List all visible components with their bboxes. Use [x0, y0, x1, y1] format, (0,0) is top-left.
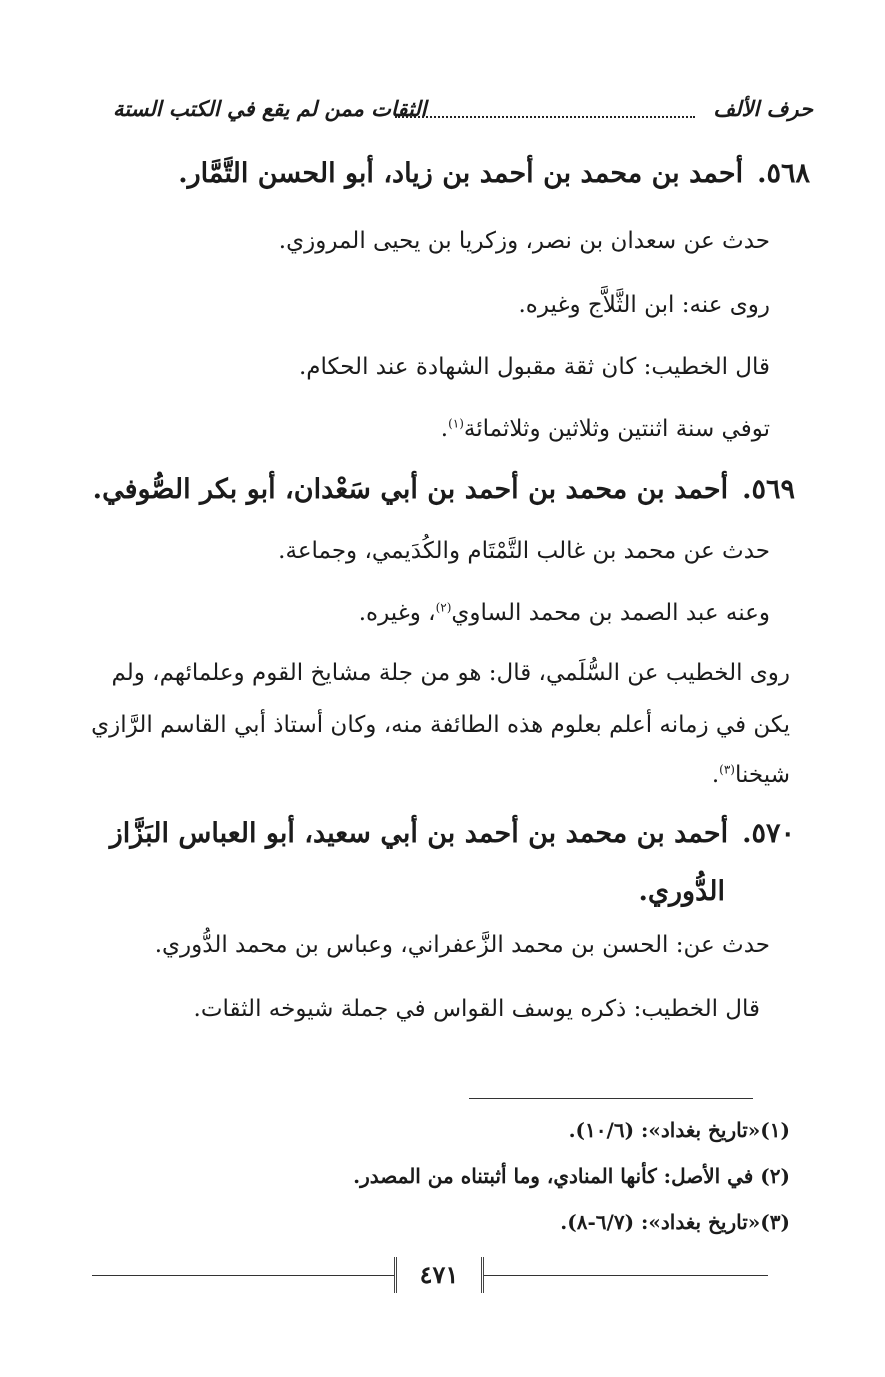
text-line: قال الخطيب: كان ثقة مقبول الشهادة عند الحكام.	[298, 354, 770, 380]
text-line	[359, 600, 770, 626]
text-line: روى عنه: ابن الثَّلاَّج وغيره.	[518, 292, 770, 318]
entry-name: أحمد بن محمد بن أحمد بن زياد، أبو الحسن التَّمَّار.	[178, 158, 744, 189]
text-line: روى الخطيب عن السُّلَمي، قال: هو من جلة مشايخ القوم وعلمائهم، ولم	[111, 660, 790, 686]
entry-heading-569	[93, 474, 795, 505]
entry-name: أحمد بن محمد بن أحمد بن أبي سَعْدان، أبو بكر الصُّوفي.	[92, 474, 729, 505]
entry-name: أحمد بن محمد بن أحمد بن أبي سعيد، أبو العباس البَزَّاز	[109, 818, 729, 849]
footnote: (٢) في الأصل: كأنها المنادي، وما أثبتناه من المصدر.	[353, 1164, 790, 1188]
footnote-ref: (١)	[448, 416, 464, 431]
text-span: شيخنا	[734, 762, 790, 788]
text-line: حدث عن محمد بن غالب التَّمْتَام والكُدَيمي، وجماعة.	[278, 538, 770, 564]
text-span: ، وغيره.	[358, 600, 436, 626]
header-title: الثقات ممن لم يقع في الكتب الستة	[113, 96, 427, 121]
footnote-ref: (٣)	[719, 762, 735, 777]
entry-heading-568	[178, 158, 810, 189]
period: .	[711, 762, 720, 788]
footnote-ref: (٢)	[435, 600, 452, 615]
text-line: حدث عن سعدان بن نصر، وزكريا بن يحيى المروزي.	[278, 228, 770, 254]
text-span: توفي سنة اثنتين وثلاثين وثلاثمائة	[463, 416, 770, 442]
header-dot-leader	[395, 102, 695, 118]
text-line	[441, 416, 770, 442]
text-line: حدث عن: الحسن بن محمد الزَّعفراني، وعباس بن محمد الدُّوري.	[154, 932, 770, 958]
running-header	[113, 96, 813, 136]
text-line: قال الخطيب: ذكره يوسف القواس في جملة شيوخه الثقات.	[193, 996, 760, 1022]
text-line	[712, 762, 790, 788]
period: .	[440, 416, 449, 442]
entry-heading-570	[110, 818, 795, 849]
text-span: وعنه عبد الصمد بن محمد الساوي	[451, 600, 770, 626]
header-section: حرف الألف	[713, 96, 813, 121]
footnote-separator	[469, 1098, 753, 1099]
footnote: (١)«تاريخ بغداد»: (١٠/٦).	[568, 1118, 790, 1142]
entry-name-continued: الدُّوري.	[638, 876, 725, 907]
text-line: يكن في زمانه أعلم بعلوم هذه الطائفة منه، وكان أستاذ أبي القاسم الرَّازي	[91, 712, 790, 738]
footnote: (٣)«تاريخ بغداد»: (٦/٧-٨).	[560, 1210, 790, 1234]
page-number: ٤٧١	[394, 1257, 484, 1293]
entry-number: ٥٧٠.	[742, 818, 795, 849]
entry-number: ٥٦٩.	[742, 474, 795, 505]
entry-number: ٥٦٨.	[757, 158, 810, 189]
